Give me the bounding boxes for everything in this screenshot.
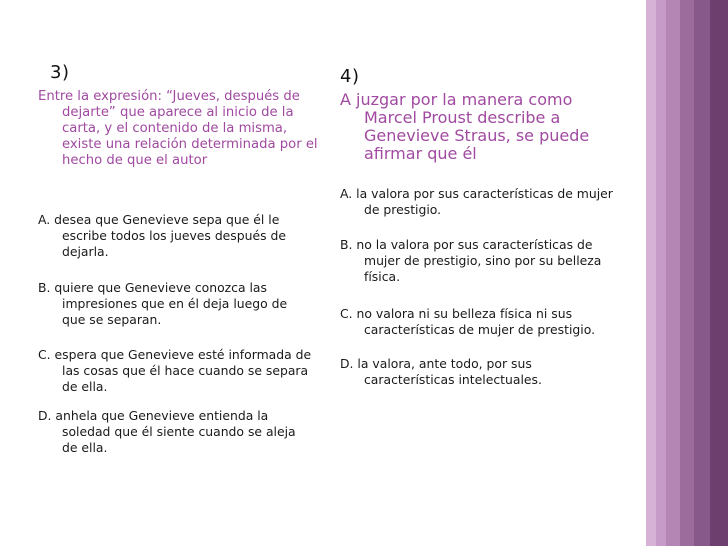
sidebar-stripe	[646, 0, 656, 546]
answer-option-b: B. quiere que Genevieve conozca las impresiones que en él deja luego de que se separan.	[38, 280, 288, 327]
answer-option-a: A. desea que Genevieve sepa que él le escribe todos los jueves después de dejarla.	[38, 212, 286, 259]
question-number: 4)	[340, 66, 360, 87]
answer-option-d: D. la valora, ante todo, por sus características intelectuales.	[340, 356, 542, 387]
question-stem: A juzgar por la manera como Marcel Proust describe a Genevieve Straus, se puede afirmar que él	[340, 90, 590, 163]
sidebar-stripe	[656, 0, 666, 546]
sidebar-stripe	[666, 0, 680, 546]
sidebar-stripe	[710, 0, 728, 546]
decorative-sidebar	[646, 0, 728, 546]
question-stem: Entre la expresión: “Jueves, después de dejarte” que aparece al inicio de la carta, y el contenido de la misma, existe una relación determinada por el hecho de que el autor	[38, 89, 318, 168]
answer-option-b: B. no la valora por sus características de mujer de prestigio, sino por su belleza física.	[340, 237, 602, 284]
answer-option-d: D. anhela que Genevieve entienda la soledad que él siente cuando se aleja de ella.	[38, 408, 296, 455]
sidebar-stripe	[694, 0, 710, 546]
answer-option-a: A. la valora por sus características de mujer de prestigio.	[340, 186, 613, 217]
answer-option-c: C. espera que Genevieve esté informada de las cosas que él hace cuando se separa de ella.	[38, 347, 312, 394]
question-number: 3)	[50, 62, 70, 83]
answer-option-c: C. no valora ni su belleza física ni sus características de mujer de prestigio.	[340, 306, 596, 337]
sidebar-stripe	[680, 0, 694, 546]
